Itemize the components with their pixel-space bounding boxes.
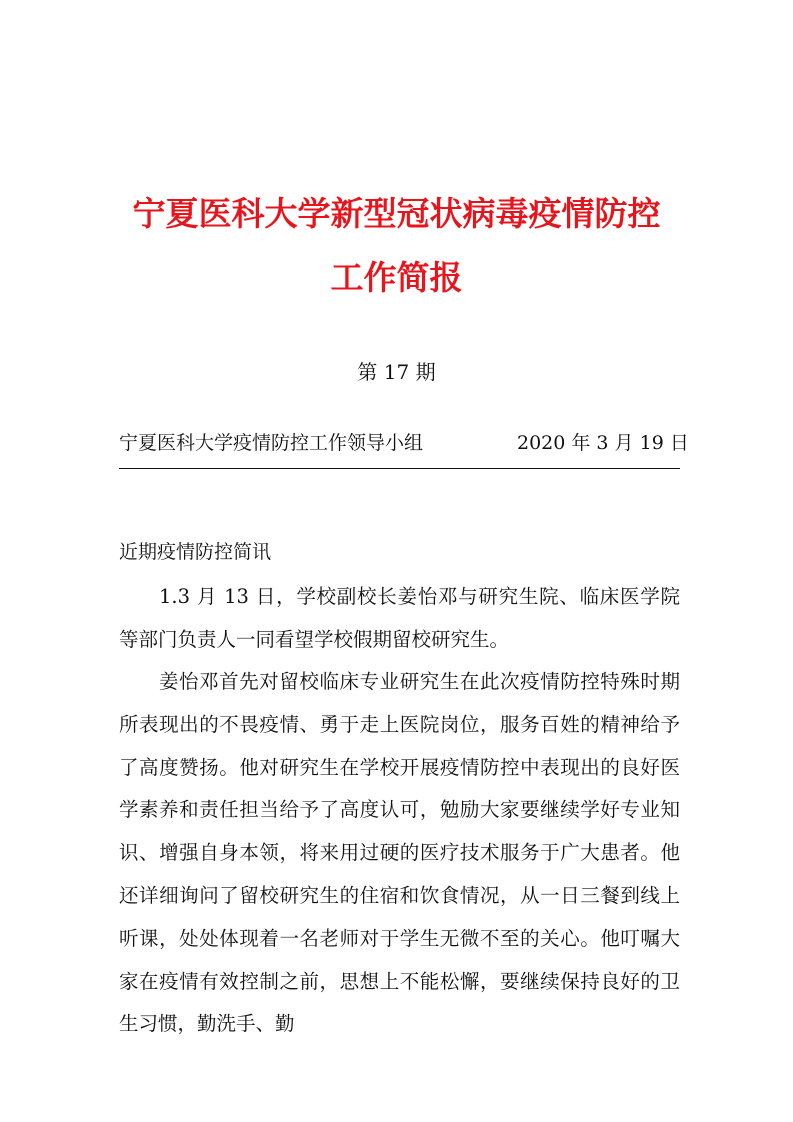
paragraph: 姜怡邓首先对留校临床专业研究生在此次疫情防控特殊时期所表现出的不畏疫情、勇于走上医院岗位，服务百姓的精神给予了高度赞扬。他对研究生在学校开展疫情防控中表现出的良好医学素养和责任担当给予了高度认可，勉励大家要继续学好专业知识、增强自身本领，将来用过硬的医疗技术服务于广大患者。他还详细询问了留校研究生的住宿和饮食情况，从一日三餐到线上听课，处处体现着一名老师对于学生无微不至的关心。他叮嘱大家在疫情有效控制之前，思想上不能松懈，要继续保持良好的卫生习惯，勤洗手、勤: [119, 670, 680, 1036]
bulletin-title: 宁夏医科大学新型冠状病毒疫情防控: [132, 194, 661, 233]
issue-number: 第 17 期: [357, 360, 436, 384]
bulletin-title-line2: 工作简报: [330, 258, 463, 297]
issuer: 宁夏医科大学疫情防控工作领导小组: [119, 432, 424, 454]
header-divider: [119, 468, 680, 469]
issue-date: 2020 年 3 月 19 日: [517, 432, 689, 454]
paragraph: 1.3 月 13 日，学校副校长姜怡邓与研究生院、临床医学院等部门负责人一同看望学校假期留校研究生。: [119, 585, 680, 651]
section-heading: 近期疫情防控简讯: [119, 541, 272, 563]
